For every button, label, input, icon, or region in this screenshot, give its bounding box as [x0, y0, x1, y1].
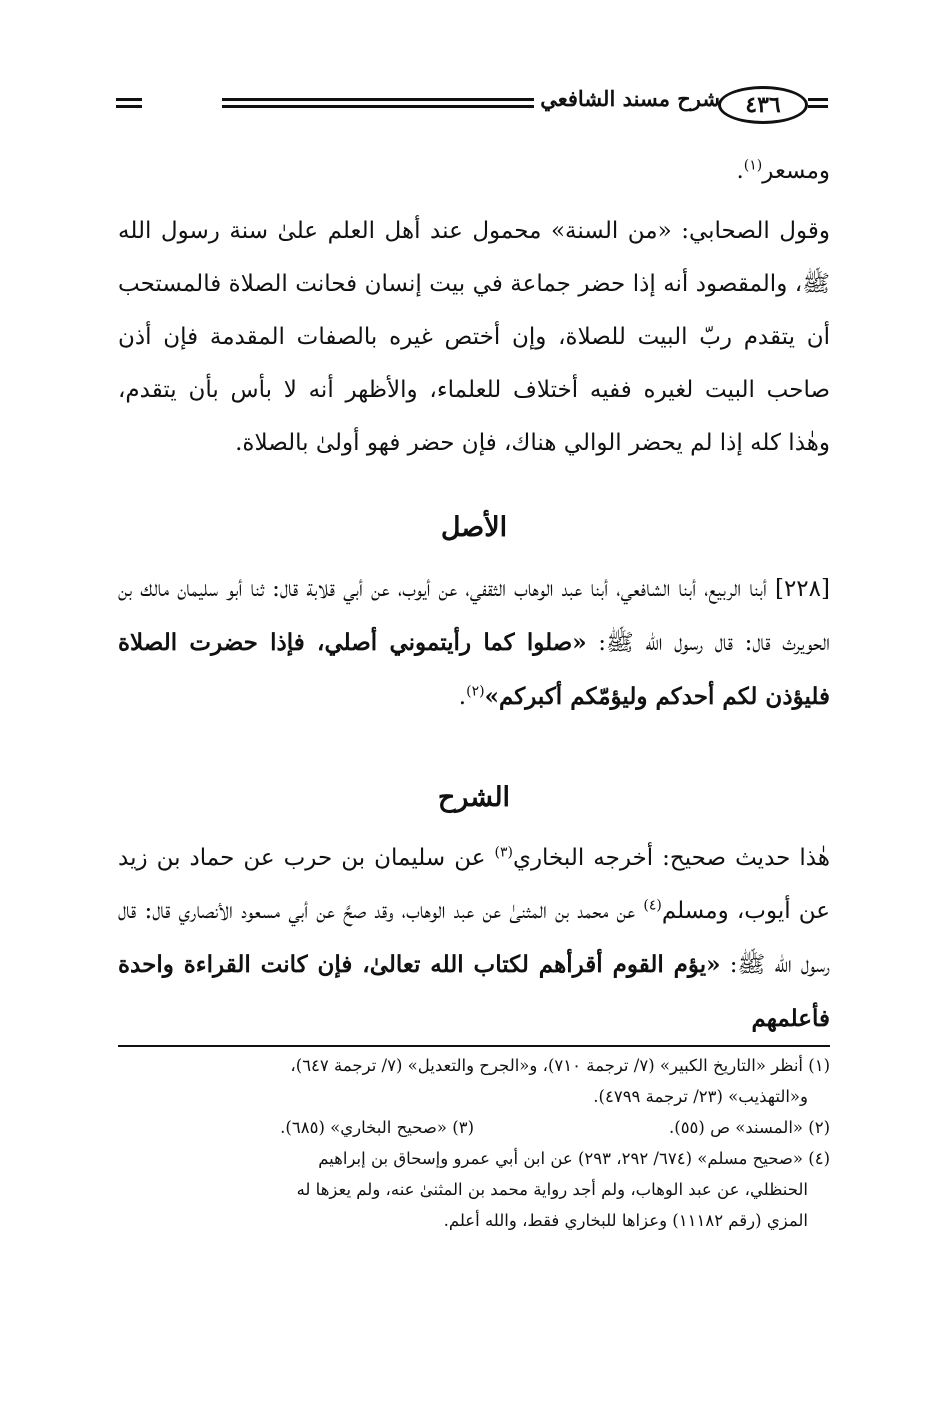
header-rule-left: [116, 98, 142, 108]
footnote-mark-1: (١): [743, 157, 763, 174]
header-rule-middle: [222, 98, 534, 108]
sharh-bold-hadith: «يؤم القوم أقرأهم لكتاب الله تعالىٰ، فإن كانت القراءة واحدة فأعلمهم: [118, 951, 830, 1032]
footnote-4-continuation-2: المزي (رقم ١١١٨٢) وعزاها للبخاري فقط، والله أعلم.: [443, 1211, 808, 1230]
footnote-1-continuation: و«التهذيب» (٢٣/ ترجمة ٤٧٩٩).: [593, 1087, 808, 1106]
footnote-4-continuation-1: الحنظلي، عن عبد الوهاب، ولم أجد رواية محمد بن المثنىٰ عنه، ولم يعزها له: [296, 1180, 808, 1199]
header-rule-right: [808, 98, 828, 108]
footnote-2: (٢) «المسند» ص (٥٥).: [669, 1118, 830, 1137]
hadith-text: «صلوا كما رأيتموني أصلي، فإذا حضرت الصلاة فليؤذن لكم أحدكم وليؤمّكم أكبركم»: [118, 629, 830, 710]
section-title-asl: الأصل: [440, 512, 508, 543]
footnotes: [118, 1050, 830, 1236]
sharh-part-3: عن محمد بن المثنىٰ عن عبد الوهاب، وقد صحَّ عن أبي مسعود الأنصاري قال: قال رسول الله ﷺ:: [118, 898, 830, 978]
section-title-sharh: الشرح: [437, 782, 511, 813]
sharh-paragraph: [118, 832, 830, 1046]
footnote-mark-3: (٣): [494, 844, 513, 861]
paragraph-sahabi: وقول الصحابي: «من السنة» محمول عند أهل العلم علىٰ سنة رسول الله ﷺ، والمقصود أنه إذا حضر جماعة في بيت إنسان فحانت الصلاة فالمستحب أن يتقدم ربّ البيت للصلاة، وإن أختص غيره بالصفات المقدمة فإن أذن صاحب البيت لغيره ففيه أختلاف للعلماء، والأظهر أنه لا بأس بأن يتقدم، وهٰذا كله إذا لم يحضر الوالي هناك، فإن حضر فهو أولىٰ بالصلاة.: [118, 218, 830, 456]
hadith-isnad: [٢٢٨] أبنا الربيع، أبنا الشافعي، أبنا عبد الوهاب الثقفي، عن أيوب، عن أبي قلابة قال: ثنا أبو سليمان مالك بن الحويرث قال: قال رسول الله ﷺ:: [118, 576, 830, 656]
book-title: شرح مسند الشافعي: [540, 86, 720, 111]
intro-end: .: [736, 158, 744, 184]
page-number-badge: [718, 86, 808, 124]
sharh-part-2: عن سليمان بن حرب عن حماد بن زيد عن أيوب، ومسلم: [118, 845, 830, 924]
intro-line: [118, 145, 830, 198]
intro-text: ومسعر: [762, 158, 830, 184]
footnote-row-2-3: [118, 1112, 830, 1143]
footnote-1: (١) أنظر «التاريخ الكبير» (٧/ ترجمة ٧١٠)، و«الجرح والتعديل» (٧/ ترجمة ٦٤٧)،: [290, 1056, 830, 1075]
footnote-4: (٤) «صحيح مسلم» (٦٧٤/ ٢٩٢، ٢٩٣) عن ابن أبي عمرو وإسحاق بن إبراهيم: [318, 1149, 830, 1168]
hadith-block: [118, 563, 830, 724]
footnote-mark-2: (٢): [466, 683, 485, 700]
hadith-end: .: [458, 684, 467, 710]
footnote-separator: [118, 1045, 830, 1047]
running-header: [112, 82, 828, 128]
page-number: ٤٣٦: [745, 92, 781, 118]
sharh-part-1: هٰذا حديث صحيح: أخرجه البخاري: [512, 845, 830, 871]
footnote-3: (٣) «صحيح البخاري» (٦٨٥).: [280, 1118, 474, 1137]
footnote-mark-4: (٤): [643, 897, 662, 914]
